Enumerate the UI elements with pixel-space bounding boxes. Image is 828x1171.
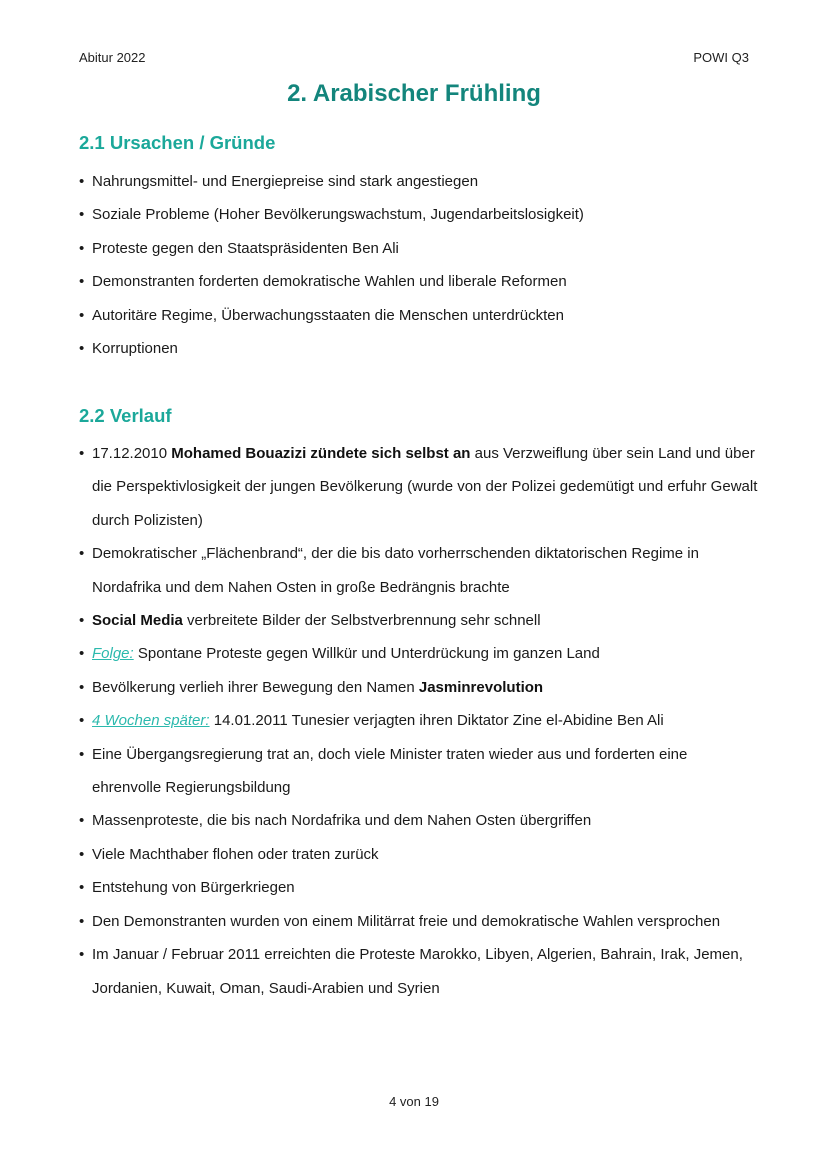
list-item: • Demonstranten forderten demokratische Wahlen und liberale Reformen: [79, 265, 759, 298]
list-item: • Im Januar / Februar 2011 erreichten die Proteste Marokko, Libyen, Algerien, Bahrain, Irak, Jemen, Jordanien, Kuwait, Oman, Saudi-Arabien und Syrien: [79, 938, 759, 1005]
item-text: Spontane Proteste gegen Willkür und Unterdrückung im ganzen Land: [133, 645, 600, 663]
page-number: 4 von 19: [389, 1094, 439, 1109]
item-text: 17.12.2010: [92, 445, 172, 462]
list-item: • Demokratischer „Flächenbrand“, der die bis dato vorherrschenden diktatorischen Regime in Nordafrika und dem Nahen Osten in große Bedrängnis brachte: [79, 537, 759, 604]
list-item: • Viele Machthaber flohen oder traten zurück: [79, 838, 759, 871]
list-item: • Nahrungsmittel- und Energiepreise sind stark angestiegen: [79, 165, 759, 198]
item-text: aus Verzweiflung über sein Land und über die Perspektivlosigkeit der jungen Bevölkerung (wurde von der Polizei gedemütigt und erfuhr Gewalt durch Polizisten): [92, 445, 758, 529]
item-emphasis-label: 4 Wochen später:: [92, 712, 210, 730]
item-bold-text: Social Media: [92, 612, 183, 630]
item-text: 14.01.2011 Tunesier verjagten ihren Diktator Zine el-Abidine Ben Ali: [209, 712, 664, 730]
course-list: [79, 437, 759, 1005]
list-item: [79, 637, 759, 670]
item-text: verbreitete Bilder der Selbstverbrennung sehr schnell: [182, 612, 541, 630]
section-heading-causes: 2.1 Ursachen / Gründe: [79, 132, 276, 153]
list-item: • Massenproteste, die bis nach Nordafrika und dem Nahen Osten übergriffen: [79, 804, 759, 837]
list-item: • Autoritäre Regime, Überwachungsstaaten die Menschen unterdrückten: [79, 299, 759, 332]
list-item: • Eine Übergangsregierung trat an, doch viele Minister traten wieder aus und forderten eine ehrenvolle Regierungsbildung: [79, 738, 759, 805]
section-heading-course: 2.2 Verlauf: [79, 405, 172, 426]
item-text: Bevölkerung verlieh ihrer Bewegung den Namen: [92, 678, 419, 696]
list-item: [79, 604, 759, 637]
list-item: [79, 437, 759, 537]
item-emphasis-label: Folge:: [92, 645, 134, 663]
list-item: • Entstehung von Bürgerkriegen: [79, 871, 759, 904]
causes-list: [79, 165, 759, 365]
list-item: • Den Demonstranten wurden von einem Militärrat freie und demokratische Wahlen versprochen: [79, 905, 759, 938]
list-item: • Korruptionen: [79, 332, 759, 365]
list-item: • Soziale Probleme (Hoher Bevölkerungswachstum, Jugendarbeitslosigkeit): [79, 198, 759, 231]
header-course-label: Abitur 2022: [79, 50, 146, 65]
list-item: [79, 671, 759, 704]
item-bold-text: Jasminrevolution: [418, 678, 544, 696]
list-item: [79, 704, 759, 737]
page-title: 2. Arabischer Frühling: [287, 80, 541, 107]
item-bold-text: Mohamed Bouazizi zündete sich selbst an: [171, 445, 471, 462]
header-subject-label: POWI Q3: [693, 50, 749, 65]
list-item: • Proteste gegen den Staatspräsidenten Ben Ali: [79, 232, 759, 265]
